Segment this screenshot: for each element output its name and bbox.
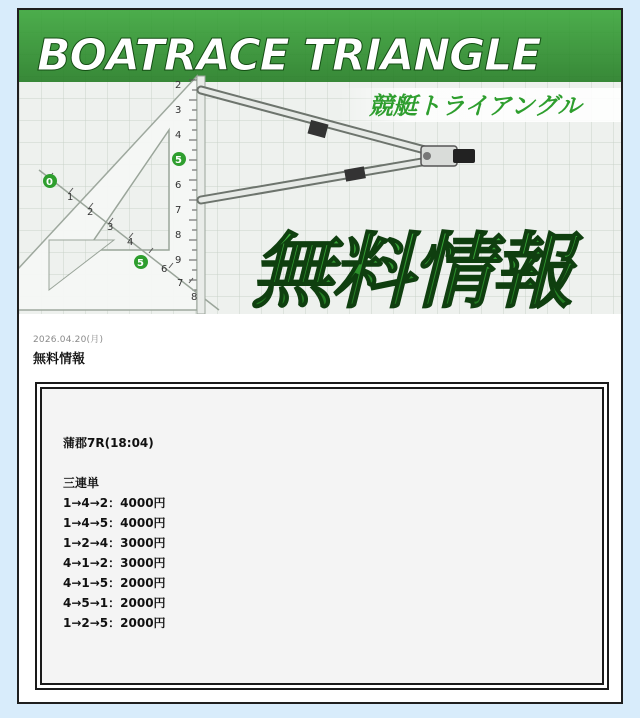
spacer [63, 453, 602, 473]
ruler-number: 6 [161, 264, 168, 275]
race-name: 蒲郡7R(18:04) [63, 436, 154, 450]
ruler-number: 4 [175, 130, 182, 141]
ruler-number: 6 [175, 180, 182, 191]
ruler-number: 3 [175, 105, 182, 116]
bet-type: 三連単 [63, 476, 100, 490]
pick-item: 1→2→4：3000円 [63, 536, 166, 550]
pick-item: 4→1→5：2000円 [63, 576, 166, 590]
banner-graphic [19, 10, 621, 314]
ruler-number: 7 [175, 205, 182, 216]
ruler-number: 1 [67, 192, 74, 203]
pick-item: 1→4→2：4000円 [63, 496, 166, 510]
banner-title-en: BOATRACE TRIANGLE [37, 30, 541, 81]
ruler-number: 8 [175, 230, 182, 241]
pick-item: 4→5→1：2000円 [63, 596, 166, 610]
ruler-number: 4 [127, 237, 134, 248]
ruler-number-highlight: 0 [46, 177, 53, 188]
ruler-number: 3 [107, 222, 114, 233]
pick-item: 1→4→5：4000円 [63, 516, 166, 530]
pick-item: 1→2→5：2000円 [63, 616, 166, 630]
post-title: 無料情報 [33, 352, 86, 367]
ruler-number: 7 [177, 278, 184, 289]
ruler-number: 2 [87, 207, 94, 218]
ruler-number: 9 [175, 255, 182, 266]
banner-headline: 無料情報 [251, 225, 571, 314]
post-date: 2026.04.20(月) [33, 335, 104, 345]
article-card [17, 8, 623, 704]
free-info-content [40, 387, 604, 685]
banner-title-jp: 競艇トライアングル [369, 92, 582, 120]
ruler-number-highlight: 5 [137, 258, 144, 269]
banner-image [19, 10, 621, 314]
free-info-box [35, 382, 609, 690]
ruler-number: 8 [191, 292, 198, 303]
ruler-number: 2 [175, 80, 182, 91]
pick-item: 4→1→2：3000円 [63, 556, 166, 570]
ruler-number-highlight: 5 [175, 155, 182, 166]
